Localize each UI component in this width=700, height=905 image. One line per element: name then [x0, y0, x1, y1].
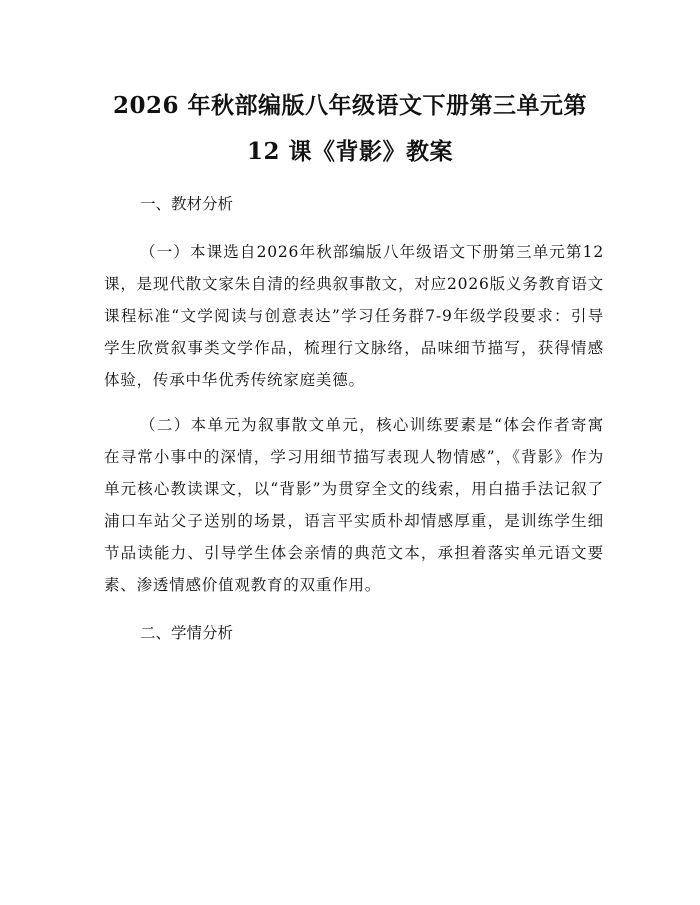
paragraph-2: （二）本单元为叙事散文单元，核心训练要素是“体会作者寄寓在寻常小事中的深情，学习用细节描写表现人物情感”，《背影》作为单元核心教读课文，以“背影”为贯穿全文的线索，用白描手法记叙了浦口车站父子送别的场景，语言平实质朴却情感厚重，是训练学生细节品读能力、引导学生体会亲情的典范文本，承担着落实单元语文要素、渗透情感价值观教育的双重作用。 [104, 416, 604, 594]
section-heading-student-analysis: 二、学情分析 [140, 624, 234, 642]
section-heading-analysis: 一、教材分析 [140, 195, 234, 213]
title-line-2: 12 课《背影》教案 [246, 138, 453, 165]
document-body [104, 188, 604, 649]
document-title [90, 83, 610, 175]
paragraph-1: （一）本课选自2026年秋部编版八年级语文下册第三单元第12课，是现代散文家朱自清的经典叙事散文，对应2026版义务教育语文课程标准“文学阅读与创意表达”学习任务群7-9年级学段要求：引导学生欣赏叙事类文学作品，梳理行文脉络，品味细节描写，获得情感体验，传承中华优秀传统家庭美德。 [104, 243, 604, 389]
title-line-1: 2026 年秋部编版八年级语文下册第三单元第 [112, 92, 588, 119]
